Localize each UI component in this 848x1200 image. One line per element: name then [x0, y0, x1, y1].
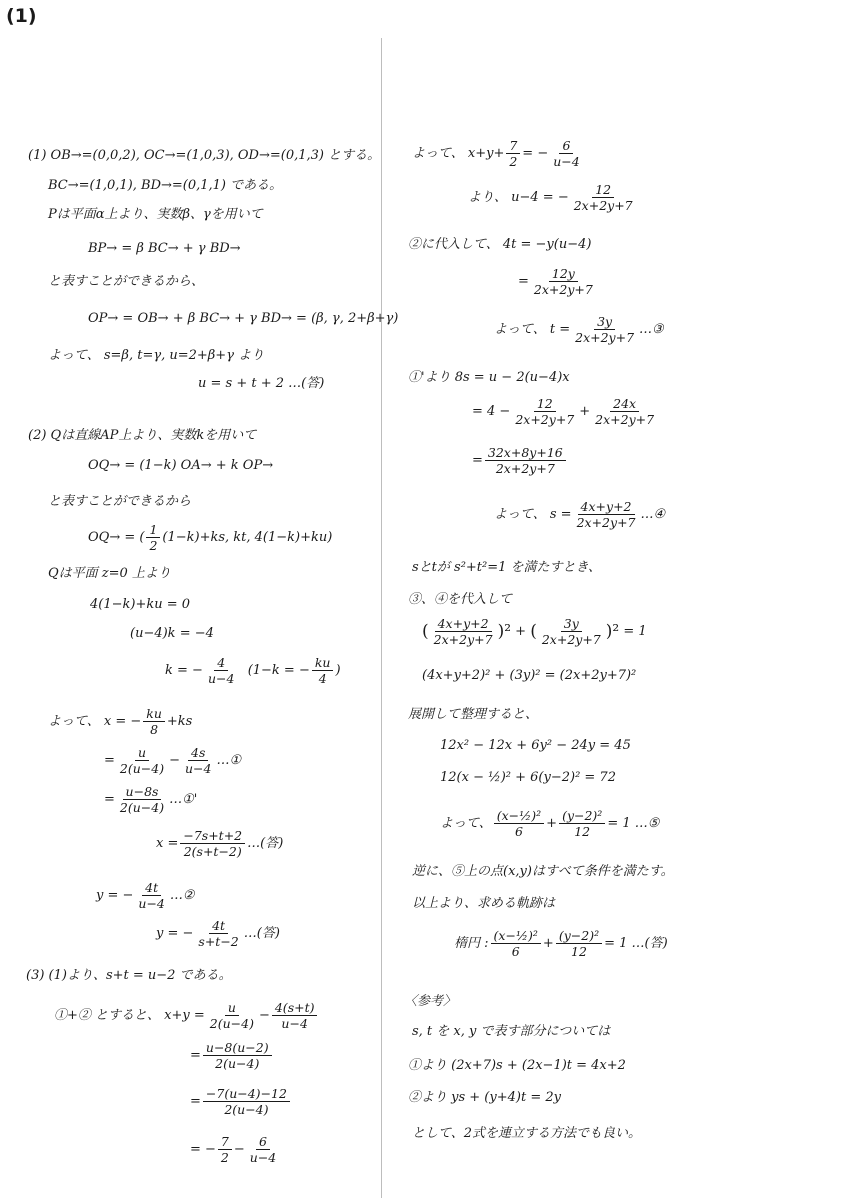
p2-line: (u−4)k = −4: [130, 626, 214, 641]
r-line: よって、 s = $\frac{4x+y+2}{2x+2y+7}$ …④: [494, 499, 666, 530]
r-line: ①'より 8s = u − 2(u−4)x: [408, 370, 570, 385]
p1-line: Pは平面α上より、実数β、γを用いて: [48, 207, 263, 222]
r-line: = $\frac{12y}{2x+2y+7}$: [518, 266, 593, 297]
p2-line: = $\frac{u}{2(u-4)}$ − $\frac{4s}{u-4}$ …①: [104, 745, 242, 776]
p1-line: よって、 s=β, t=γ, u=2+β+γ より: [48, 348, 265, 363]
p1-line: (1) OB→=(0,0,2), OC→=(1,0,3), OD→=(0,1,3) とする。: [28, 148, 381, 163]
p2-line: k = − $\frac{4}{u-4}$ (1−k = − $\frac{ku}{4}$ ): [165, 655, 341, 686]
reference-title: 〈参考〉: [404, 994, 457, 1009]
answer-2y: y = − $\frac{4t}{s+t-2}$ …(答): [156, 918, 280, 949]
p2-line: y = − $\frac{4t}{u-4}$ …②: [96, 880, 195, 911]
p2-line: (2) Qは直線AP上より、実数kを用いて: [28, 428, 257, 443]
p1-line: BP→ = β BC→ + γ BD→: [88, 241, 241, 256]
p3-line: (3) (1)より、s+t = u−2 である。: [26, 968, 232, 983]
r-line: 12x² − 12x + 6y² − 24y = 45: [440, 738, 631, 753]
p2-line: Qは平面 z=0 上より: [48, 566, 171, 581]
answer-2x: x = $\frac{-7s+t+2}{2(s+t-2)}$ …(答): [156, 828, 284, 859]
p3-line: = $\frac{u-8(u-2)}{2(u-4)}$: [190, 1040, 274, 1071]
p2-line: OQ→ = (1−k) OA→ + k OP→: [88, 458, 274, 473]
p2-line: = $\frac{u-8s}{2(u-4)}$ …①': [104, 784, 198, 815]
r-line: 逆に、⑤上の点(x,y)はすべて条件を満たす。: [412, 864, 674, 879]
p2-line: 4(1−k)+ku = 0: [90, 597, 191, 612]
p3-line: ①+② とすると、 x+y = $\frac{u}{2(u-4)}$ − $\frac{4(s+t)}{u-4}$: [54, 1000, 319, 1031]
r-line: ②に代入して、 4t = −y(u−4): [408, 237, 592, 252]
r-line: 12(x − ½)² + 6(y−2)² = 72: [440, 770, 616, 785]
r-line: よって、 $\frac{\text{(x−½)²}}{6}$ + $\frac{\text{(y−2)²}}{12}$ = 1 …⑤: [440, 808, 660, 839]
reference-line: ②より ys + (y+4)t = 2y: [408, 1090, 561, 1105]
p2-line: よって、 x = − $\frac{ku}{8}$ +ks: [48, 706, 193, 737]
r-line: よって、 t = $\frac{3y}{2x+2y+7}$ …③: [494, 314, 664, 345]
answer-3: 楕円 : $\frac{\text{(x−½)²}}{6}$ + $\frac{\text{(y−2)²}}{12}$ = 1 …(答): [454, 928, 668, 959]
r-line: = $\frac{32x+8y+16}{2x+2y+7}$: [472, 445, 568, 476]
p1-line: BC→=(1,0,1), BD→=(0,1,1) である。: [48, 178, 283, 193]
page-label: (1): [6, 5, 37, 27]
p2-line: と表すことができるから: [48, 494, 192, 509]
r-line: より、 u−4 = − $\frac{12}{2x+2y+7}$: [468, 182, 633, 213]
reference-line: s, t を x, y で表す部分については: [412, 1024, 611, 1039]
r-line: (4x+y+2)² + (3y)² = (2x+2y+7)²: [422, 668, 637, 683]
r-line: 展開して整理すると、: [408, 707, 539, 722]
p3-line: = − $\frac{7}{2}$ − $\frac{6}{u-4}$: [190, 1134, 277, 1165]
r-line: よって、 x+y+ $\frac{7}{2}$ = − $\frac{6}{u-4}$: [412, 138, 580, 169]
column-divider: [381, 38, 382, 1198]
p1-line: と表すことができるから、: [48, 274, 205, 289]
p1-line: OP→ = OB→ + β BC→ + γ BD→ = (β, γ, 2+β+γ): [88, 311, 399, 326]
p3-line: = $\frac{-7(u-4)-12}{2(u-4)}$: [190, 1086, 292, 1117]
p2-line: OQ→ = ( $\frac{1}{2}$ (1−k)+ks, kt, 4(1−k)+ku): [88, 522, 333, 553]
reference-line: として、2式を連立する方法でも良い。: [412, 1126, 642, 1141]
answer-1: u = s + t + 2 …(答): [198, 376, 325, 391]
r-line: ③、④を代入して: [408, 592, 513, 607]
r-line: ( $\frac{4x+y+2}{2x+2y+7}$ )² + ( $\frac{3y}{2x+2y+7}$ )² = 1: [422, 616, 647, 647]
r-line: = 4 − $\frac{12}{2x+2y+7}$ + $\frac{24x}{2x+2y+7}$: [472, 396, 655, 427]
r-line: 以上より、求める軌跡は: [412, 896, 556, 911]
reference-line: ①より (2x+7)s + (2x−1)t = 4x+2: [408, 1058, 626, 1073]
r-line: sとtが s²+t²=1 を満たすとき、: [412, 560, 602, 575]
